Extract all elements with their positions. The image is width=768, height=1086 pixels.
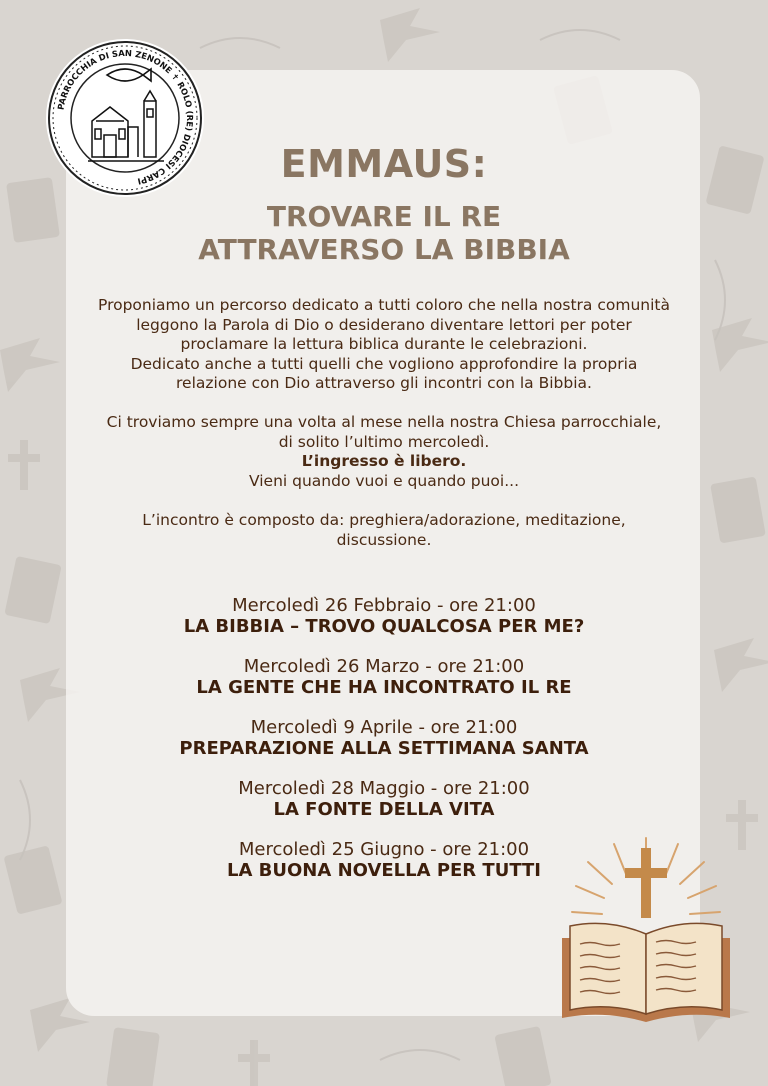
event-name: PREPARAZIONE ALLA SETTIMANA SANTA [179,738,589,759]
event-name: LA BIBBIA – TROVO QUALCOSA PER ME? [183,616,585,637]
cross-icon [625,848,667,918]
event-date: Mercoledì 26 Febbraio - ore 21:00 [232,595,536,616]
event-name: LA BUONA NOVELLA PER TUTTI [227,860,541,881]
page-title: EMMAUS: [280,142,488,186]
event-item [0,717,768,759]
event-date: Mercoledì 26 Marzo - ore 21:00 [243,656,525,677]
event-date: Mercoledì 28 Maggio - ore 21:00 [238,778,530,799]
subtitle-line: ATTRAVERSO LA BIBBIA [198,233,570,266]
right-page [646,923,722,1014]
intro-paragraph [70,296,698,394]
olive-branch-icon [380,1050,460,1060]
olive-branch-icon [200,38,280,48]
come-when-text: Vieni quando vuoi e quando puoi... [248,471,520,490]
intro-line: Proponiamo un percorso dedicato a tutti coloro che nella nostra comunità [98,296,670,314]
composition-paragraph [70,511,698,550]
event-item [0,778,768,820]
logo-ring-text: PARROCCHIA DI SAN ZENONE ✝ ROLO (RE) DIOCESI CARPI [55,47,196,187]
subtitle-line: TROVARE IL RE [266,200,502,233]
event-item [0,595,768,637]
event-date: Mercoledì 9 Aprile - ore 21:00 [250,717,518,738]
free-entry-text: L’ingresso è libero. [301,452,467,470]
bible-icon [494,1026,551,1086]
intro-line: proclamare la lettura biblica durante le celebrazioni. [180,335,588,353]
event-name: LA FONTE DELLA VITA [273,799,495,820]
intro-line: relazione con Dio attraverso gli incontri con la Bibbia. [176,374,592,392]
olive-branch-icon [540,30,620,40]
event-name: LA GENTE CHE HA INCONTRATO IL RE [196,677,572,698]
event-date: Mercoledì 25 Giugno - ore 21:00 [238,839,530,860]
cross-icon [8,440,40,490]
event-item [0,656,768,698]
meeting-line: Ci troviamo sempre una volta al mese nella nostra Chiesa parrocchiale, [106,413,662,431]
cross-icon [238,1040,270,1086]
dove-icon [0,338,60,392]
composition-line: discussione. [336,530,432,549]
open-bible-illustration [556,830,736,1030]
bible-icon [710,476,766,543]
dove-icon [380,8,440,62]
meeting-paragraph [70,413,698,491]
meeting-line: di solito l’ultimo mercoledì. [278,432,490,451]
bible-icon [106,1027,160,1086]
intro-line: leggono la Parola di Dio o desiderano diventare lettori per poter [136,315,632,334]
intro-line: Dedicato anche a tutti quelli che vogliono approfondire la propria [130,354,638,373]
subtitle [0,200,768,266]
left-page [570,923,646,1014]
composition-line: L’incontro è composto da: preghiera/adorazione, meditazione, [142,511,626,529]
